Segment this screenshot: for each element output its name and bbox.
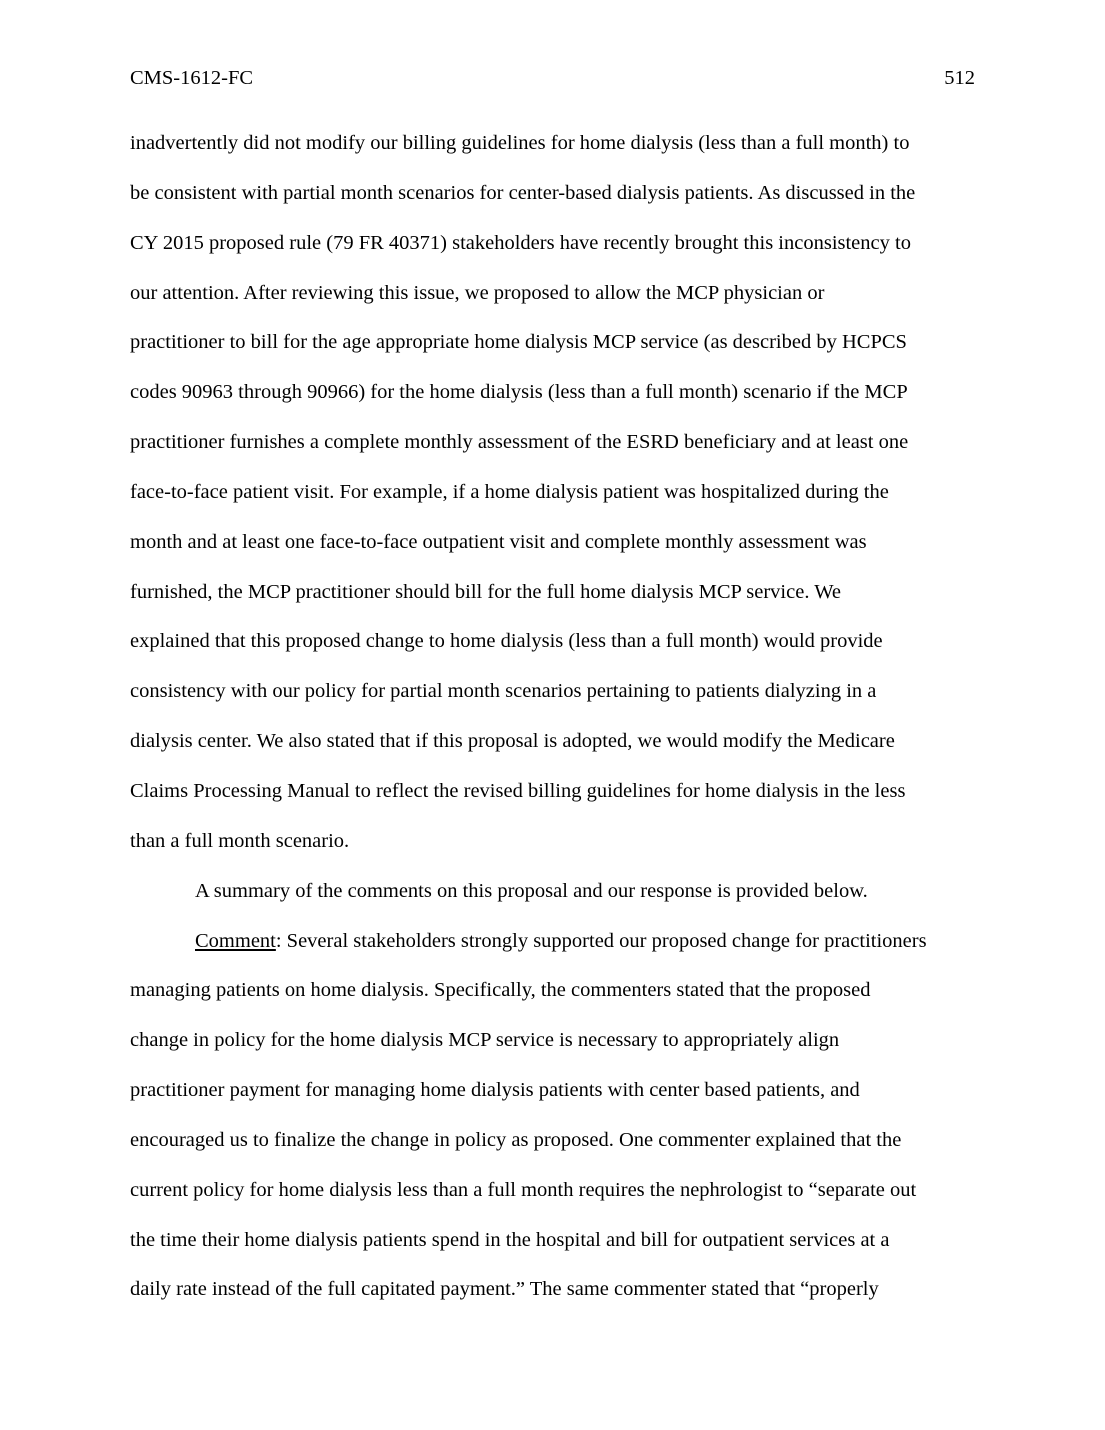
comment-label: Comment [195,929,276,952]
body-text [130,128,975,1324]
text-line: month and at least one face-to-face outpatient visit and complete monthly assessment was [130,530,867,553]
text-line: CY 2015 proposed rule (79 FR 40371) stakeholders have recently brought this inconsistency to [130,231,911,254]
text-line: encouraged us to finalize the change in policy as proposed. One commenter explained that the [130,1128,902,1151]
text-line: consistency with our policy for partial month scenarios pertaining to patients dialyzing in a [130,680,877,703]
document-id: CMS-1612-FC [130,67,254,89]
text-line: inadvertently did not modify our billing guidelines for home dialysis (less than a full month) to [130,132,910,154]
text-line: dialysis center. We also stated that if this proposal is adopted, we would modify the Medicare [130,730,895,753]
text-line: explained that this proposed change to home dialysis (less than a full month) would provide [130,630,883,653]
text-line: be consistent with partial month scenarios for center-based dialysis patients. As discussed in the [130,181,916,204]
text-line: than a full month scenario. [130,829,350,852]
text-line: Claims Processing Manual to reflect the revised billing guidelines for home dialysis in the less [130,779,906,802]
text-line: practitioner payment for managing home dialysis patients with center based patients, and [130,1079,860,1102]
text-line: change in policy for the home dialysis MCP service is necessary to appropriately align [130,1029,840,1052]
text-line: practitioner furnishes a complete monthly assessment of the ESRD beneficiary and at least one [130,431,909,454]
text-line: practitioner to bill for the age appropriate home dialysis MCP service (as described by HCPCS [130,331,907,354]
summary-line: A summary of the comments on this proposal and our response is provided below. [195,879,868,902]
page-number: 512 [944,67,975,89]
comment-text-start: : Several stakeholders strongly supported our proposed change for practitioners [275,929,927,952]
text-line: codes 90963 through 90966) for the home dialysis (less than a full month) scenario if the MCP [130,381,908,404]
text-line: furnished, the MCP practitioner should bill for the full home dialysis MCP service. We [130,580,842,603]
comment-first-line [130,926,975,976]
text-line: managing patients on home dialysis. Specifically, the commenters stated that the proposed [130,979,871,1002]
text-line: current policy for home dialysis less than a full month requires the nephrologist to “separate out [130,1178,917,1201]
text-line: face-to-face patient visit. For example, if a home dialysis patient was hospitalized during the [130,480,889,503]
text-line: the time their home dialysis patients spend in the hospital and bill for outpatient services at a [130,1228,890,1251]
text-line: our attention. After reviewing this issue, we proposed to allow the MCP physician or [130,281,825,304]
text-line: daily rate instead of the full capitated payment.” The same commenter stated that “properly [130,1278,879,1301]
